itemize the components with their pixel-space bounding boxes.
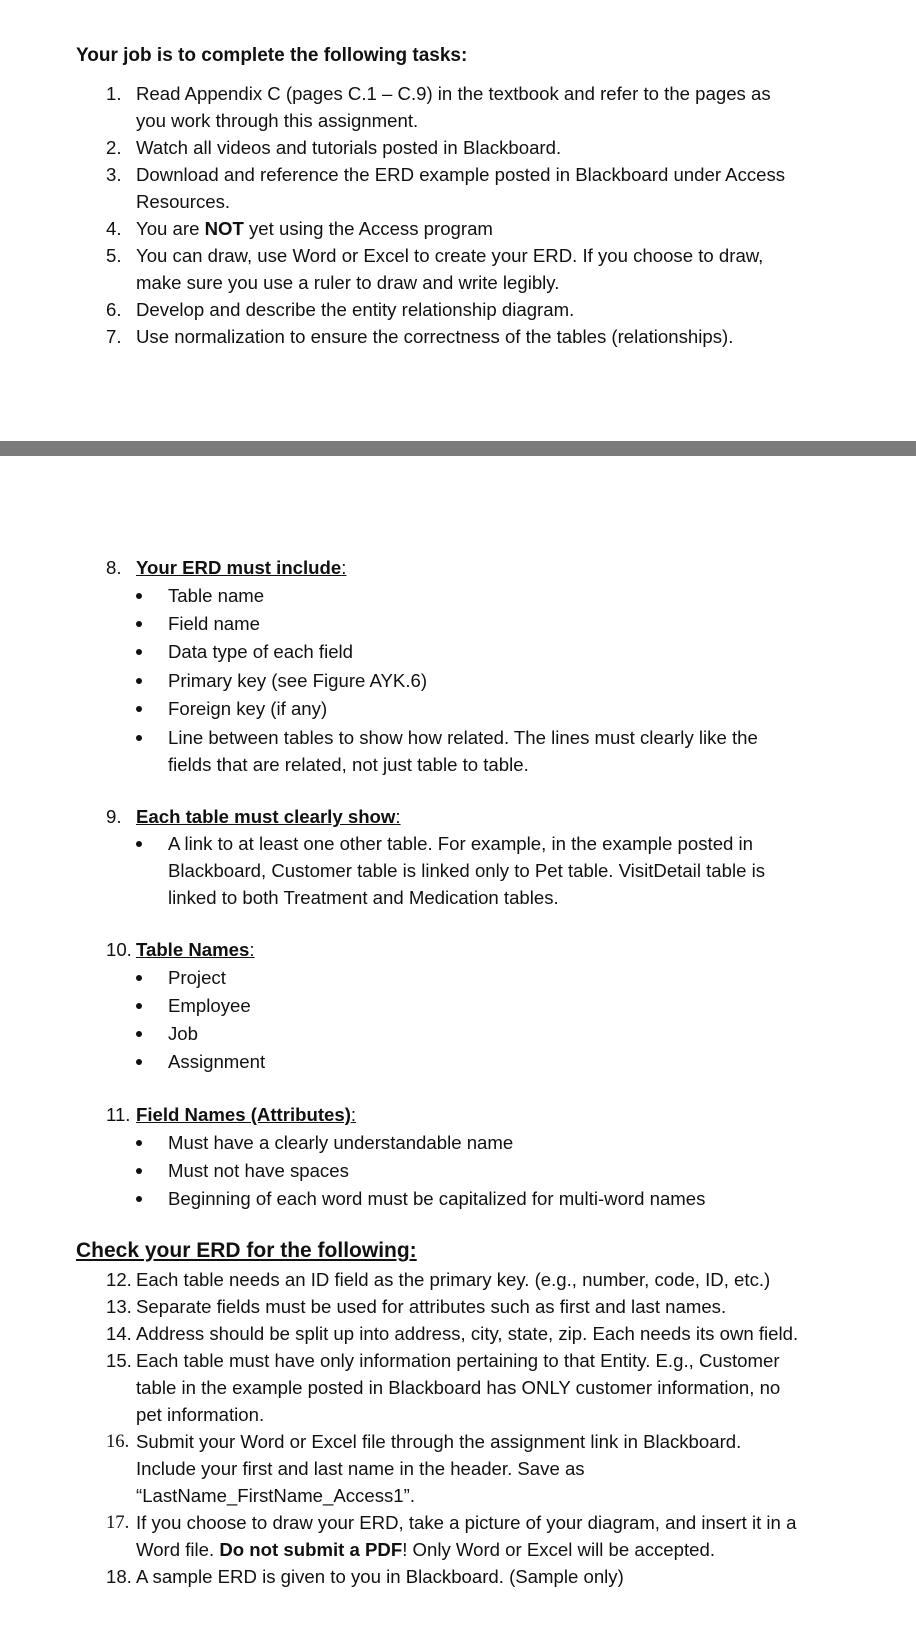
page-bottom: 8. Your ERD must include: Table name Field name Data type of each field Primary key (see Figure AYK.6) Foreign key (if any) Line between tables to show how related. The lines must clearly like the fields that are related, not just table to table. 9. Each table must clearly show: A link to at least one other table. For example, in the example posted in Blackboard, Customer table is linked only to Pet table. VisitDetail table is linked to both Treatment and Medication tables. 10. Table Names: Project Employee Job Assignment 11. Field Names (Attributes): Must have a clearly understandable name Must not have spaces Beginning of each word must be capitalized for multi-word names Check your ERD for the following: 12. Each table needs an ID field as the primary key. (e.g., number, code, ID, etc.) 13. Separate fields must be used for attributes such as first and last names. 14. Address should be split up into address, city, state, zip. Each needs its own field. 15. Each table must have only information pertaining to that Entity. E.g., Customer table in the example posted in Blackboard has ONLY customer information, no pet information. 16. Submit your Word or Excel file through the assignment link in Blackboard. Include your first and last name in the header. Save as “LastName_FirstName_Access1”. 17. If you choose to draw your ERD, take a picture of your diagram, and insert it in a Word file. Do not submit a PDF! Only Word or Excel will be accepted. 18. A sample ERD is given to you in Blackboard. (Sample only) (76, 557, 799, 1587)
bullet-icon (136, 706, 142, 712)
task-5-line-2: make sure you use a ruler to draw and write legibly. (136, 272, 560, 293)
pdf-warning: Do not submit a PDF (219, 1539, 403, 1560)
page-divider (0, 441, 916, 456)
bullet-icon (136, 1003, 142, 1009)
check-heading: Check your ERD for the following: (76, 1239, 417, 1262)
bullet-icon (136, 678, 142, 684)
bullet-icon (136, 1196, 142, 1202)
bullet-icon (136, 841, 142, 847)
task-3-line-2: Resources. (136, 191, 231, 212)
bullet-icon (136, 1140, 142, 1146)
bullet-icon (136, 649, 142, 655)
bullet-icon (136, 1059, 142, 1065)
bullet-icon (136, 1031, 142, 1037)
bullet-icon (136, 1168, 142, 1174)
page-top: Your job is to complete the following tasks: 1. Read Appendix C (pages C.1 – C.9) in the textbook and refer to the pages as you work through this assignment. 2. Watch all videos and tutorials posted in Blackboard. 3. Download and reference the ERD example posted in Blackboard under Access Resources. 4. You are NOT yet using the Access program 5. You can draw, use Word or Excel to create your ERD. If you choose to draw, make sure you use a ruler to draw and write legibly. 6. Develop and describe the entity relationship diagram. 7. Use normalization to ensure the correctness of the tables (relationships). (76, 45, 786, 347)
task-3-line-1: Download and reference the ERD example posted in Blackboard under Access (136, 164, 786, 185)
tasks-heading: Your job is to complete the following tasks: (76, 45, 468, 66)
task-5-line-1: You can draw, use Word or Excel to create your ERD. If you choose to draw, (136, 245, 764, 266)
bullet-icon (136, 621, 142, 627)
task-1-line-1: Read Appendix C (pages C.1 – C.9) in the textbook and refer to the pages as (136, 83, 771, 104)
not-emphasis: NOT (204, 218, 244, 239)
task-1-line-2: you work through this assignment. (136, 110, 419, 131)
bullet-icon (136, 593, 142, 599)
bullet-icon (136, 975, 142, 981)
bullet-icon (136, 735, 142, 741)
